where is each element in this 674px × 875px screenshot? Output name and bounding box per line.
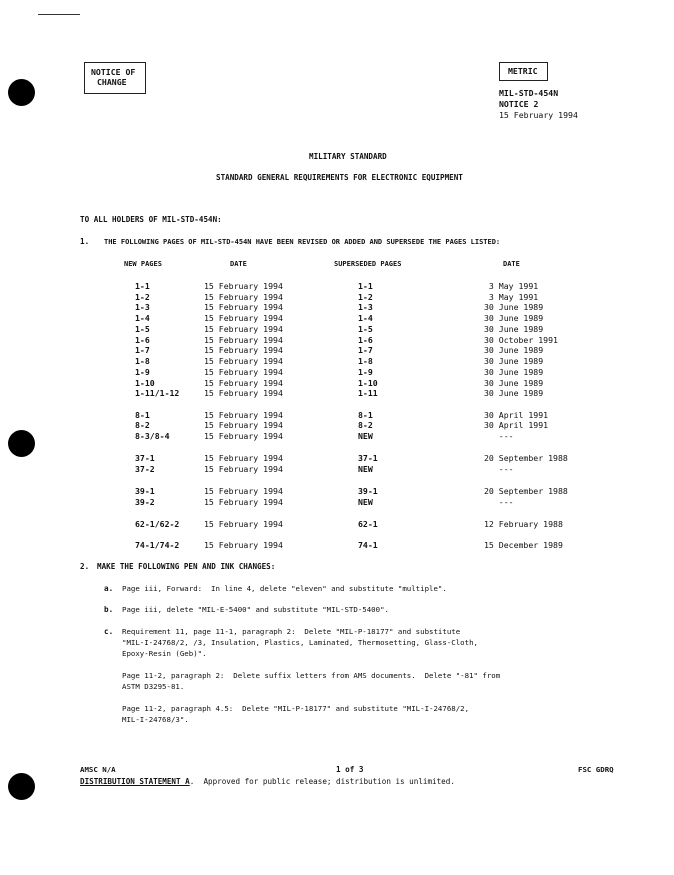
cell-superseded-date: 30 June 1989 [484, 378, 544, 388]
cell-new-date: 15 February 1994 [204, 281, 283, 291]
punch-hole [8, 430, 35, 457]
footer-fsc: FSC GDRQ [578, 765, 614, 774]
item-text-line: Page 11-2, paragraph 2: Delete suffix letters from AMS documents. Delete "-81" from [122, 671, 501, 680]
cell-superseded-page: NEW [358, 464, 373, 474]
cell-new-date: 15 February 1994 [204, 497, 283, 507]
para1-text: THE FOLLOWING PAGES OF MIL-STD-454N HAVE BEEN REVISED OR ADDED AND SUPERSEDE THE PAGES LISTED: [104, 238, 501, 246]
cell-superseded-page: NEW [358, 431, 373, 441]
cell-new-page: 37-1 [135, 453, 155, 463]
cell-superseded-date: 12 February 1988 [484, 519, 563, 529]
cell-superseded-date: 20 September 1988 [484, 486, 568, 496]
item-text-line: ASTM D3295-81. [122, 682, 185, 691]
cell-new-date: 15 February 1994 [204, 356, 283, 366]
cell-superseded-page: NEW [358, 497, 373, 507]
cell-new-date: 15 February 1994 [204, 519, 283, 529]
col-header-new-pages: NEW PAGES [124, 260, 162, 268]
cell-superseded-page: 8-1 [358, 410, 373, 420]
scan-mark [38, 14, 80, 15]
cell-superseded-page: 74-1 [358, 540, 378, 550]
cell-superseded-date: 30 June 1989 [484, 324, 544, 334]
cell-superseded-page: 1-3 [358, 302, 373, 312]
cell-superseded-date: 30 June 1989 [484, 313, 544, 323]
cell-superseded-page: 1-1 [358, 281, 373, 291]
document-subtitle: STANDARD GENERAL REQUIREMENTS FOR ELECTRONIC EQUIPMENT [216, 173, 463, 182]
cell-superseded-date: 30 June 1989 [484, 388, 544, 398]
cell-new-page: 1-10 [135, 378, 155, 388]
metric-label: METRIC [508, 66, 538, 76]
salutation: TO ALL HOLDERS OF MIL-STD-454N: [80, 215, 222, 224]
cell-superseded-page: 1-2 [358, 292, 373, 302]
cell-new-date: 15 February 1994 [204, 431, 283, 441]
cell-new-page: 1-7 [135, 345, 150, 355]
cell-new-page: 74-1/74-2 [135, 540, 180, 550]
cell-superseded-date: 30 June 1989 [484, 345, 544, 355]
cell-new-date: 15 February 1994 [204, 464, 283, 474]
cell-new-date: 15 February 1994 [204, 486, 283, 496]
footer-page-number: 1 of 3 [336, 765, 364, 774]
cell-new-date: 15 February 1994 [204, 453, 283, 463]
cell-new-date: 15 February 1994 [204, 335, 283, 345]
punch-hole [8, 773, 35, 800]
cell-superseded-page: 39-1 [358, 486, 378, 496]
cell-superseded-page: 1-6 [358, 335, 373, 345]
distribution-text: . Approved for public release; distribution is unlimited. [189, 777, 455, 786]
cell-superseded-page: 1-11 [358, 388, 378, 398]
cell-superseded-page: 1-10 [358, 378, 378, 388]
cell-superseded-date: 3 May 1991 [484, 292, 539, 302]
cell-superseded-date: --- [484, 431, 514, 441]
cell-new-date: 15 February 1994 [204, 345, 283, 355]
para2-number: 2. [80, 562, 90, 571]
distribution-label: DISTRIBUTION STATEMENT A [80, 777, 190, 786]
item-text-line: Page iii, delete "MIL-E-5400" and substitute "MIL-STD-5400". [122, 605, 389, 614]
col-header-superseded: SUPERSEDED PAGES [334, 260, 402, 268]
cell-superseded-page: 1-9 [358, 367, 373, 377]
cell-new-page: 1-3 [135, 302, 150, 312]
para2-text: MAKE THE FOLLOWING PEN AND INK CHANGES: [97, 562, 276, 571]
item-text-line: Page iii, Forward: In line 4, delete "eleven" and substitute "multiple". [122, 584, 447, 593]
cell-new-page: 37-2 [135, 464, 155, 474]
distribution-statement [80, 777, 455, 787]
cell-new-date: 15 February 1994 [204, 540, 283, 550]
col-header-superseded-date: DATE [503, 260, 520, 268]
cell-superseded-date: 30 April 1991 [484, 410, 549, 420]
footer-amsc: AMSC N/A [80, 765, 116, 774]
cell-new-date: 15 February 1994 [204, 388, 283, 398]
item-text-line: MIL-I-24768/3". [122, 715, 189, 724]
cell-new-page: 39-2 [135, 497, 155, 507]
cell-new-page: 1-9 [135, 367, 150, 377]
punch-hole [8, 79, 35, 106]
cell-superseded-page: 62-1 [358, 519, 378, 529]
item-label: c. [104, 627, 114, 636]
cell-superseded-date: 30 October 1991 [484, 335, 558, 345]
notice-box-line: CHANGE [97, 77, 127, 87]
item-label: b. [104, 605, 114, 614]
cell-new-page: 1-8 [135, 356, 150, 366]
cell-new-page: 1-1 [135, 281, 150, 291]
cell-new-date: 15 February 1994 [204, 367, 283, 377]
doc-id: MIL-STD-454N [499, 88, 559, 98]
cell-new-date: 15 February 1994 [204, 324, 283, 334]
cell-superseded-page: 8-2 [358, 420, 373, 430]
cell-new-page: 1-11/1-12 [135, 388, 180, 398]
cell-superseded-date: 30 June 1989 [484, 367, 544, 377]
cell-superseded-date: 3 May 1991 [484, 281, 539, 291]
cell-superseded-date: --- [484, 464, 514, 474]
notice-date: 15 February 1994 [499, 110, 578, 120]
item-label: a. [104, 584, 114, 593]
cell-new-date: 15 February 1994 [204, 410, 283, 420]
cell-new-page: 1-4 [135, 313, 150, 323]
item-text-line: Requirement 11, page 11-1, paragraph 2: Delete "MIL-P-18177" and substitute [122, 627, 461, 636]
document-title: MILITARY STANDARD [309, 152, 387, 161]
cell-new-date: 15 February 1994 [204, 378, 283, 388]
cell-superseded-page: 1-8 [358, 356, 373, 366]
cell-new-page: 1-6 [135, 335, 150, 345]
cell-superseded-page: 1-7 [358, 345, 373, 355]
notice-number: NOTICE 2 [499, 99, 539, 109]
cell-superseded-page: 1-5 [358, 324, 373, 334]
cell-new-page: 8-1 [135, 410, 150, 420]
cell-new-page: 39-1 [135, 486, 155, 496]
item-text-line: Page 11-2, paragraph 4.5: Delete "MIL-P-18177" and substitute "MIL-I-24768/2, [122, 704, 470, 713]
cell-superseded-date: 30 April 1991 [484, 420, 549, 430]
notice-box-line: NOTICE OF [91, 67, 136, 77]
cell-new-page: 8-2 [135, 420, 150, 430]
cell-superseded-date: 30 June 1989 [484, 302, 544, 312]
cell-superseded-page: 37-1 [358, 453, 378, 463]
cell-superseded-page: 1-4 [358, 313, 373, 323]
cell-new-page: 62-1/62-2 [135, 519, 180, 529]
cell-new-date: 15 February 1994 [204, 313, 283, 323]
cell-new-date: 15 February 1994 [204, 420, 283, 430]
cell-superseded-date: 30 June 1989 [484, 356, 544, 366]
cell-new-date: 15 February 1994 [204, 302, 283, 312]
cell-new-page: 1-2 [135, 292, 150, 302]
col-header-date: DATE [230, 260, 247, 268]
para1-number: 1. [80, 237, 90, 246]
cell-superseded-date: 15 December 1989 [484, 540, 563, 550]
item-text-line: "MIL-I-24768/2, /3, Insulation, Plastics, Laminated, Thermosetting, Glass-Cloth, [122, 638, 478, 647]
cell-superseded-date: --- [484, 497, 514, 507]
cell-new-date: 15 February 1994 [204, 292, 283, 302]
cell-superseded-date: 20 September 1988 [484, 453, 568, 463]
item-text-line: Epoxy-Resin (Geb)". [122, 649, 207, 658]
cell-new-page: 8-3/8-4 [135, 431, 170, 441]
cell-new-page: 1-5 [135, 324, 150, 334]
